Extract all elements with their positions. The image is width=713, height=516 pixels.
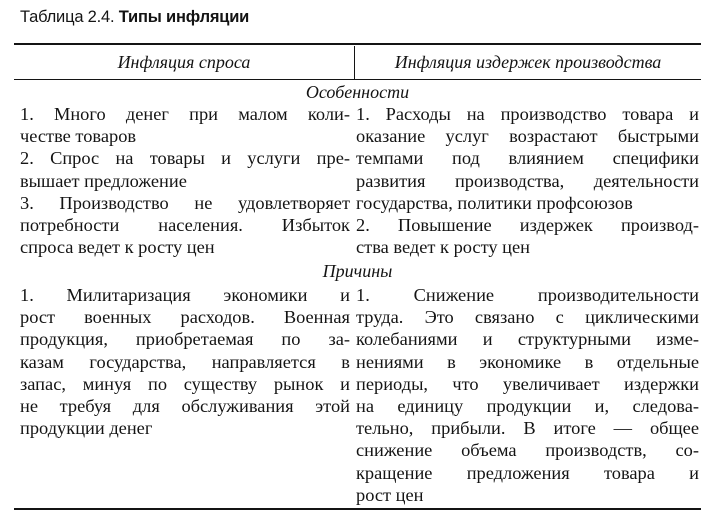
features-left-cell: 1. Много денег при малом коли- честве товаров 2. Спрос на товары и услуги пре- вышает предложение 3. Производство не удовлетворяет потребности населения. Избыток спроса ведет к росту цен <box>20 104 350 258</box>
section-title-features: Особенности <box>305 82 410 102</box>
top-rule <box>14 43 701 45</box>
section-title-causes: Причины <box>322 261 393 281</box>
table-caption <box>20 8 249 27</box>
table-title: Типы инфляции <box>118 8 250 26</box>
header-bottom-rule <box>14 79 701 80</box>
header-left: Инфляция спроса <box>117 52 251 72</box>
header-right: Инфляция издержек производства <box>394 52 662 72</box>
causes-right-cell: 1. Снижение производительности труда. Это связано с циклическими колебаниями и структурными изме- нениями в экономике в отдельные периоды, что увеличивает издержки на единицу продукции и, следова- тельно, прибыли. В итоге — общее снижение объема производств, со- кращение предложения товара и рост цен <box>356 285 699 505</box>
table-number: Таблица 2.4. <box>20 8 115 26</box>
causes-left-cell: 1. Милитаризация экономики и рост военных расходов. Военная продукция, приобретаемая по за- казам государства, направляется в запас, минуя по существу рынок и не требуя для обслуживания этой продукции денег <box>20 285 350 439</box>
bottom-rule <box>14 508 701 510</box>
features-right-cell: 1. Расходы на производство товара и оказание услуг возрастают быстрыми темпами под влиянием специфики развития производства, деятельности государства, политики профсоюзов 2. Повышение издержек производ- ства ведет к росту цен <box>356 104 699 258</box>
